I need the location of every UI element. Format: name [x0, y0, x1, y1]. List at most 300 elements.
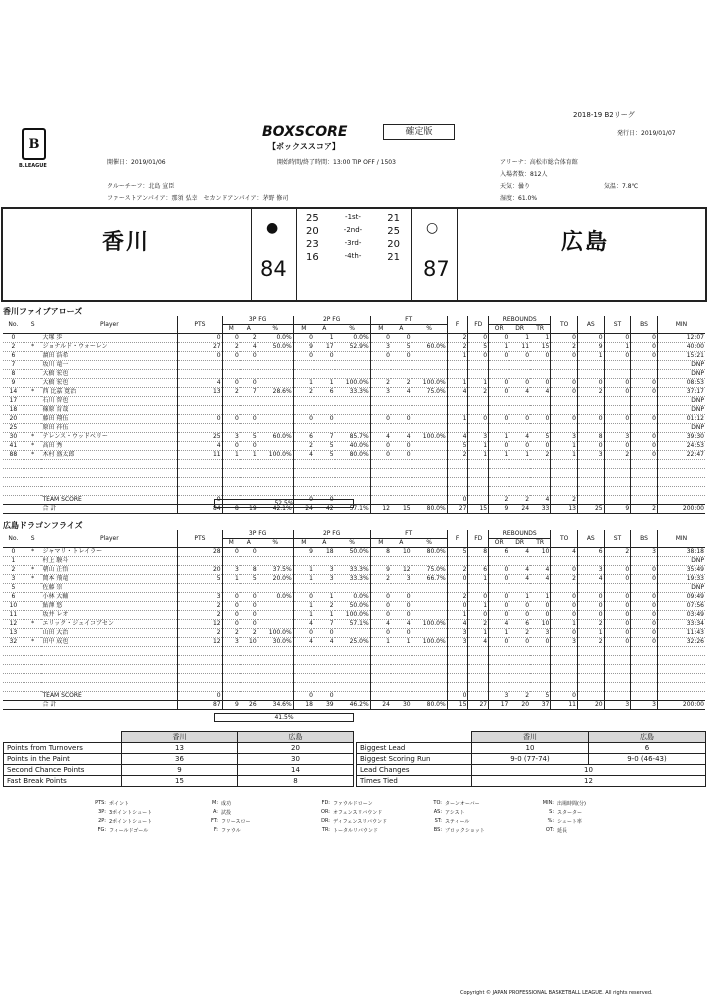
stat-cell [258, 352, 294, 361]
stat-cell [657, 674, 705, 683]
stat-label: Fast Break Points [4, 776, 122, 787]
column-subheader: A [240, 539, 258, 548]
stat-cell: 22:47 [657, 451, 705, 460]
stat-cell: 0 [489, 566, 510, 575]
stat-cell: 0 [509, 611, 530, 620]
stat-cell [551, 460, 578, 469]
stat-cell: 3 [314, 566, 335, 575]
legend-value: ファウルドローン [333, 801, 373, 807]
stat-cell: 2 [3, 343, 24, 352]
stat-cell [335, 370, 371, 379]
crew-chief: クルーチーフ：北島 宣臣 [107, 183, 175, 190]
legend-entry [528, 800, 640, 809]
stat-cell: 2 [468, 620, 489, 629]
stat-cell [335, 557, 371, 566]
stat-cell: 9 [577, 343, 604, 352]
stat-cell [530, 584, 551, 593]
stat-cell: 15 [447, 701, 468, 710]
stat-cell [604, 487, 631, 496]
stat-cell [604, 584, 631, 593]
stat-home: 10 [472, 743, 589, 754]
stat-cell: 0 [222, 620, 240, 629]
stat-cell: 80.0% [412, 701, 448, 710]
column-subheader: OR [489, 325, 510, 334]
stat-cell: 75.0% [412, 388, 448, 397]
stat-cell [468, 656, 489, 665]
stat-cell [577, 656, 604, 665]
stat-home: 9-0 (77-74) [472, 754, 589, 765]
stat-cell: 09:49 [657, 593, 705, 602]
stat-cell [551, 469, 578, 478]
stat-cell [577, 460, 604, 469]
stat-cell: 4 [391, 433, 412, 442]
away-fg-pct: 41.5% [214, 713, 354, 722]
stat-cell: 0 [489, 379, 510, 388]
stat-cell: 6 [3, 352, 24, 361]
column-subheader: M [222, 539, 240, 548]
stat-cell: 0 [222, 602, 240, 611]
stat-cell [447, 683, 468, 692]
stat-cell [335, 647, 371, 656]
home-team-title: 香川ファイブアローズ [3, 307, 83, 316]
legend-entry [416, 827, 528, 836]
stat-cell: 07:56 [657, 602, 705, 611]
q-label: -4th- [344, 252, 362, 260]
stat-cell: 4 [240, 343, 258, 352]
stat-cell [551, 370, 578, 379]
table-row [3, 451, 705, 460]
stat-cell: 0 [293, 415, 314, 424]
away-boxscore-table [3, 530, 705, 710]
stat-cell: 6 [509, 620, 530, 629]
stat-cell [447, 674, 468, 683]
stat-cell [391, 557, 412, 566]
stat-cell: 8 [577, 433, 604, 442]
stat-cell [468, 370, 489, 379]
stat-cell: 4 [530, 388, 551, 397]
stat-cell: 100.0% [412, 638, 448, 647]
stat-cell: DNP [657, 557, 705, 566]
stat-cell [468, 647, 489, 656]
stat-cell [412, 442, 448, 451]
legend-entry [192, 809, 304, 818]
stat-cell [509, 424, 530, 433]
stat-cell: * [24, 575, 42, 584]
stat-cell: 1 [447, 611, 468, 620]
stat-cell: 0 [509, 602, 530, 611]
stat-cell [412, 584, 448, 593]
stat-cell: 0 [631, 379, 658, 388]
legend-key: 3P: [98, 809, 106, 815]
stat-cell [24, 424, 42, 433]
stat-cell [447, 460, 468, 469]
stat-cell [178, 406, 222, 415]
stat-cell: 0 [222, 415, 240, 424]
stat-cell: 3 [222, 566, 240, 575]
stat-cell [604, 406, 631, 415]
legend-key: TO: [433, 800, 442, 806]
stat-cell: 3 [370, 388, 391, 397]
stat-cell [509, 370, 530, 379]
stat-cell [604, 647, 631, 656]
stat-cell [335, 415, 371, 424]
stat-cell: 2 [293, 442, 314, 451]
stat-cell: 1 [447, 352, 468, 361]
stat-cell [240, 460, 258, 469]
stat-cell [24, 611, 42, 620]
stat-cell [258, 602, 294, 611]
stat-cell [293, 424, 314, 433]
stat-cell: 2 [551, 343, 578, 352]
stat-cell: DNP [657, 370, 705, 379]
stat-cell: 14 [3, 388, 24, 397]
stat-cell: 5 [178, 575, 222, 584]
stat-cell: 1 [222, 575, 240, 584]
stat-cell [335, 692, 371, 701]
stat-cell: 0 [222, 442, 240, 451]
player-name: 佐藤 崇 [41, 584, 177, 593]
stat-cell: 66.7% [412, 575, 448, 584]
stat-cell [240, 361, 258, 370]
stat-cell [509, 460, 530, 469]
stat-cell: 50.0% [258, 343, 294, 352]
stat-cell: 4 [509, 388, 530, 397]
stat-cell [314, 406, 335, 415]
stat-cell [24, 701, 42, 710]
stat-cell [391, 469, 412, 478]
column-header: MIN [657, 316, 705, 334]
stat-cell [293, 584, 314, 593]
stat-cell [24, 505, 42, 514]
stat-cell [468, 692, 489, 701]
legend-value: トータルリバウンド [333, 828, 378, 834]
legend-row [80, 809, 640, 818]
stat-cell: 0 [631, 388, 658, 397]
stat-cell: 0 [489, 638, 510, 647]
bleague-logo: B [22, 128, 46, 160]
stat-cell [370, 469, 391, 478]
total-row [3, 701, 705, 710]
stat-cell: 0 [293, 629, 314, 638]
stat-cell [509, 406, 530, 415]
stat-cell: 7 [314, 433, 335, 442]
column-header: AS [577, 316, 604, 334]
stat-cell [447, 487, 468, 496]
player-name: 原田 祥伍 [41, 424, 177, 433]
stat-cell: 85.7% [335, 433, 371, 442]
stat-cell: 0 [551, 593, 578, 602]
stat-cell: 3 [447, 638, 468, 647]
stat-cell [314, 487, 335, 496]
stat-cell: 4 [509, 548, 530, 557]
stat-cell: 0 [391, 415, 412, 424]
stat-cell [468, 406, 489, 415]
stat-cell: 0 [178, 496, 222, 505]
stat-cell [530, 406, 551, 415]
stat-cell [412, 352, 448, 361]
legend-entry [80, 809, 192, 818]
stat-cell [412, 406, 448, 415]
column-subheader: M [293, 325, 314, 334]
stat-cell: 12 [370, 505, 391, 514]
stat-cell: 0 [391, 593, 412, 602]
stat-cell: 60.0% [412, 343, 448, 352]
stat-cell: 0 [631, 442, 658, 451]
divider [251, 208, 252, 301]
stat-cell: 0 [577, 334, 604, 343]
stat-cell: 0 [530, 415, 551, 424]
stat-cell: 0 [240, 602, 258, 611]
stat-cell [391, 487, 412, 496]
stat-cell [3, 460, 24, 469]
stat-cell [314, 584, 335, 593]
stat-cell [178, 478, 222, 487]
legend-key: S: [549, 809, 554, 815]
column-subheader: M [370, 539, 391, 548]
empty-row [3, 469, 705, 478]
player-name: 村上 駿斗 [41, 557, 177, 566]
stat-cell [530, 665, 551, 674]
stat-cell: 39 [314, 701, 335, 710]
stat-cell [222, 469, 240, 478]
stat-cell: 35:49 [657, 566, 705, 575]
stat-cell [551, 656, 578, 665]
table-row [3, 424, 705, 433]
stat-cell: 4 [509, 566, 530, 575]
stat-cell [370, 557, 391, 566]
legend-value: 出場時間(分) [557, 801, 586, 807]
player-name: テレンス・ウッドベリー [41, 433, 177, 442]
stat-cell [24, 665, 42, 674]
stat-cell [468, 478, 489, 487]
stat-cell: 0 [447, 496, 468, 505]
stat-cell: 0 [509, 442, 530, 451]
stat-cell [391, 397, 412, 406]
player-name [41, 647, 177, 656]
stat-cell: 0 [604, 415, 631, 424]
table-row [3, 415, 705, 424]
player-name: 藤田 翔伍 [41, 415, 177, 424]
stat-cell: 0 [577, 593, 604, 602]
legend-key: MIN: [542, 800, 554, 806]
stat-cell: 1 [3, 557, 24, 566]
stat-label: Points in the Paint [4, 754, 122, 765]
stat-cell [551, 424, 578, 433]
stat-cell [222, 424, 240, 433]
stat-cell: 0 [370, 602, 391, 611]
stat-cell [314, 683, 335, 692]
stat-cell [258, 397, 294, 406]
stat-cell: 12 [178, 620, 222, 629]
stat-cell [222, 478, 240, 487]
stat-cell [178, 557, 222, 566]
stat-cell [178, 361, 222, 370]
column-subheader: A [391, 539, 412, 548]
q-home: 25 [306, 213, 319, 224]
column-header: MIN [657, 530, 705, 548]
stat-cell [412, 451, 448, 460]
home-col-head: 香川 [472, 732, 589, 743]
stat-cell [370, 665, 391, 674]
empty-row [3, 683, 705, 692]
team-score-row [3, 496, 705, 505]
stat-cell: 18 [3, 406, 24, 415]
legend-key: M: [212, 800, 218, 806]
stat-cell [258, 656, 294, 665]
stat-cell: 0 [489, 593, 510, 602]
column-subheader: A [314, 325, 335, 334]
stat-cell [3, 665, 24, 674]
stat-cell: 4 [509, 575, 530, 584]
stat-cell: 38:18 [657, 548, 705, 557]
stat-cell [530, 460, 551, 469]
stat-cell: 0 [391, 602, 412, 611]
player-name: 木村 盛太郎 [41, 451, 177, 460]
empty-row [3, 460, 705, 469]
stat-cell: 1 [489, 433, 510, 442]
column-header: PTS [178, 316, 222, 334]
empty-row [3, 478, 705, 487]
stat-cell [391, 424, 412, 433]
q-away: 21 [387, 252, 400, 263]
stat-cell: 1 [551, 442, 578, 451]
stat-cell: 100.0% [335, 611, 371, 620]
home-total-score: 84 [260, 257, 287, 281]
player-name: 坂川 竜一 [41, 361, 177, 370]
stat-cell: 2 [577, 620, 604, 629]
q-home: 20 [306, 226, 319, 237]
stat-cell [530, 361, 551, 370]
stat-cell [577, 478, 604, 487]
column-header: 2P FG [293, 316, 370, 325]
stat-cell: 1 [509, 334, 530, 343]
empty-row [3, 674, 705, 683]
stat-cell [509, 557, 530, 566]
player-name: ジャマリ・トレイラー [41, 548, 177, 557]
stat-cell [530, 683, 551, 692]
stat-cell [631, 557, 658, 566]
stat-cell [509, 469, 530, 478]
stat-cell: 0 [604, 602, 631, 611]
stat-cell [240, 469, 258, 478]
stat-cell [631, 692, 658, 701]
stat-cell [657, 692, 705, 701]
stat-cell: 17 [314, 343, 335, 352]
stat-cell: 12:07 [657, 334, 705, 343]
stat-cell [258, 478, 294, 487]
table-row [3, 406, 705, 415]
stat-value: 10 [472, 765, 706, 776]
stat-cell: 9 [293, 343, 314, 352]
stat-cell [530, 370, 551, 379]
stat-cell [391, 370, 412, 379]
stat-cell [577, 487, 604, 496]
stat-cell: 10 [3, 602, 24, 611]
stat-cell [530, 557, 551, 566]
stat-cell [489, 683, 510, 692]
table-row [3, 352, 705, 361]
stat-cell: * [24, 442, 42, 451]
stat-cell: 0 [489, 575, 510, 584]
stat-cell [509, 683, 530, 692]
stat-cell: 3 [551, 433, 578, 442]
stat-cell [631, 406, 658, 415]
stat-cell [293, 683, 314, 692]
stat-cell: 2 [240, 629, 258, 638]
stat-cell: 1 [222, 451, 240, 460]
stat-cell: 50.0% [335, 548, 371, 557]
stat-cell [314, 397, 335, 406]
stat-cell: 0 [604, 593, 631, 602]
column-subheader: DR [509, 325, 530, 334]
legend-entry [80, 800, 192, 809]
stat-cell: 13 [3, 629, 24, 638]
stat-cell [258, 647, 294, 656]
column-header: F [447, 316, 468, 334]
stat-cell [604, 692, 631, 701]
stat-cell: DNP [657, 397, 705, 406]
stat-cell [293, 361, 314, 370]
stat-cell: 01:12 [657, 415, 705, 424]
stat-cell: 2 [447, 566, 468, 575]
stat-cell [447, 584, 468, 593]
status-badge: 確定版 [383, 124, 455, 140]
stat-cell [447, 656, 468, 665]
stat-cell: 8 [370, 548, 391, 557]
column-header: S [24, 316, 42, 334]
stat-cell: 3 [468, 433, 489, 442]
stat-cell: 0 [240, 379, 258, 388]
stat-cell [3, 469, 24, 478]
stat-cell: 0 [530, 602, 551, 611]
column-header: No. [3, 316, 24, 334]
stat-cell: 2 [178, 602, 222, 611]
stat-cell: 0 [391, 611, 412, 620]
player-name: 岡本 飛竜 [41, 575, 177, 584]
stat-cell: 2 [3, 566, 24, 575]
stat-cell: 0 [240, 415, 258, 424]
stat-cell [412, 397, 448, 406]
stat-cell: 30.0% [258, 638, 294, 647]
legend-entry [528, 809, 640, 818]
stat-cell [551, 361, 578, 370]
stat-cell [370, 496, 391, 505]
stat-cell [222, 665, 240, 674]
q-label: -1st- [345, 213, 361, 221]
stat-cell [391, 460, 412, 469]
stat-cell [447, 397, 468, 406]
stat-cell: * [24, 566, 42, 575]
season-label: 2018-19 B2リーグ [573, 111, 635, 119]
stat-cell: 0 [240, 352, 258, 361]
stat-cell [258, 611, 294, 620]
stat-cell [222, 584, 240, 593]
stat-cell [178, 665, 222, 674]
stat-cell: 0 [509, 415, 530, 424]
stat-cell [3, 692, 24, 701]
stat-cell: 0 [604, 629, 631, 638]
column-header: F [447, 530, 468, 548]
stat-cell [530, 487, 551, 496]
stat-cell [657, 647, 705, 656]
stat-cell: 2 [509, 629, 530, 638]
stat-cell: 0 [447, 602, 468, 611]
stat-cell [551, 665, 578, 674]
home-boxscore-table [3, 316, 705, 514]
stat-cell [604, 424, 631, 433]
stat-cell: 37 [530, 701, 551, 710]
legend-value: 3ポイントシュート [109, 810, 153, 816]
